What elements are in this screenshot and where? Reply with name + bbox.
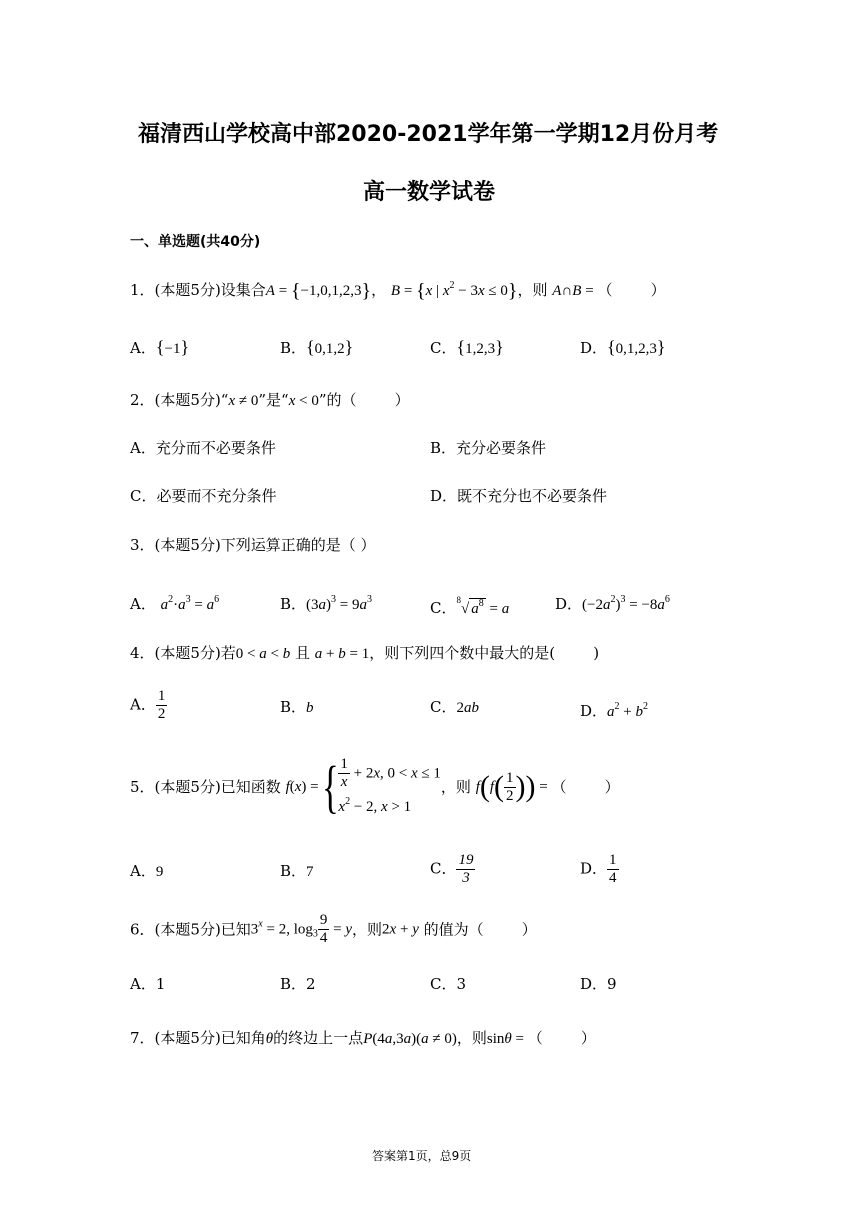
q1-option-b[interactable]: B．{0,1,2} bbox=[280, 337, 354, 357]
question-7: 7．(本题5分)已知角θ的终边上一点P(4a,3a)(a ≠ 0)，则sinθ = （ ） bbox=[130, 1029, 596, 1047]
q2-option-c[interactable]: C．必要而不充分条件 bbox=[130, 487, 277, 505]
q2-option-a[interactable]: A．充分而不必要条件 bbox=[130, 439, 276, 457]
q1-option-d[interactable]: D．{0,1,2,3} bbox=[580, 337, 666, 357]
q6-option-a[interactable]: A．1 bbox=[130, 975, 166, 993]
q5-option-c[interactable]: C． $\frac{19}{3}$ bbox=[430, 852, 474, 886]
question-4: 4．(本题5分)若0 < a < b 且 a + b = 1，则下列四个数中最大的是( ) bbox=[130, 644, 600, 662]
q4-option-b[interactable]: B．b bbox=[280, 698, 314, 716]
q4-option-c[interactable]: C．2ab bbox=[430, 698, 479, 716]
question-2: 2．(本题5分)“x ≠ 0”是“x < 0”的（ ） bbox=[130, 391, 410, 409]
q5-option-b[interactable]: B．7 bbox=[280, 862, 314, 880]
q6-option-c[interactable]: C．3 bbox=[430, 975, 467, 993]
q5-option-d[interactable]: D． $\frac{1}{4}$ bbox=[580, 852, 617, 886]
q6-option-b[interactable]: B．2 bbox=[280, 975, 316, 993]
q1-option-a[interactable]: A．{−1} bbox=[130, 337, 190, 357]
q3-option-d[interactable]: D．$(-2a^2)^3 = -8a^6$ bbox=[555, 594, 670, 613]
question-3: 3．(本题5分)下列运算正确的是（ ） bbox=[130, 536, 376, 554]
q3-option-c[interactable]: C．$^8$√ $a^8 = a$ bbox=[430, 595, 510, 617]
q1-option-c[interactable]: C．{1,2,3} bbox=[430, 337, 504, 357]
q4-option-a[interactable]: A． $\frac{1}{2}$ bbox=[130, 688, 166, 722]
q6-option-d[interactable]: D．9 bbox=[580, 975, 617, 993]
q2-option-b[interactable]: B．充分必要条件 bbox=[430, 439, 547, 457]
question-1: 1．(本题5分)设集合A = {−1,0,1,2,3}， B = {x | $x^2 - 3x \le 0$}，则 A∩B = （ ） bbox=[130, 280, 666, 302]
exam-title: 福清西山学校高中部2020-2021学年第一学期12月份月考 bbox=[138, 122, 719, 147]
q2-option-d[interactable]: D．既不充分也不必要条件 bbox=[430, 487, 608, 505]
section-heading: 一、单选题(共40分) bbox=[130, 234, 261, 250]
question-6: 6．(本题5分)已知$3^x = 2$, $\log_3$ $\frac{9}{4}$ = y，则2x + y 的值为（ ） bbox=[130, 912, 537, 946]
q3-option-b[interactable]: B．$(3a)^3 = 9a^3$ bbox=[280, 594, 372, 613]
exam-subtitle: 高一数学试卷 bbox=[363, 180, 496, 205]
page-footer: 答案第1页，总9页 bbox=[372, 1149, 472, 1163]
q4-option-d[interactable]: D．$a^2 + b^2$ bbox=[580, 701, 648, 720]
q3-option-a[interactable]: A． $a^2\cdot a^3 = a^6$ bbox=[130, 594, 220, 613]
q5-option-a[interactable]: A．9 bbox=[130, 862, 164, 880]
question-5: 5．(本题5分)已知函数 f(x) = { $\frac{1}{x}$ + 2x, 0 < x ≤ 1 $x^2 - 2$, x > 1 ，则 f(f( $\frac{1}{2}$ )) = （ ） bbox=[130, 754, 620, 819]
